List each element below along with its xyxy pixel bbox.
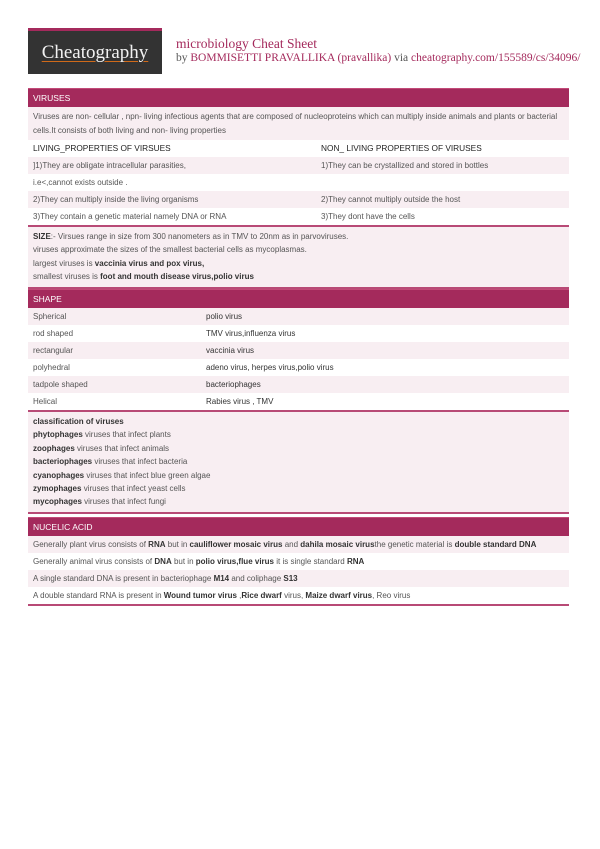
section-title: NUCELIC ACID [28,517,569,536]
living-cell: i.e<,cannot exists outside . [33,178,128,187]
example-cell: polio virus [206,312,243,321]
shape-cell: tadpole shaped [33,380,88,389]
table-row [28,536,569,553]
shape-cell: rectangular [33,346,74,355]
class-term: zymophages [33,484,82,494]
table-row [28,376,569,393]
classification-item [33,482,564,495]
viruses-intro: Viruses are non- cellular , npn- living infectious agents that are composed of nucleoproteins which can multiply inside animals and plants or bacterial cells.It consists of both living and non- living properties [28,107,569,140]
class-desc: viruses that infect fungi [81,497,166,507]
living-cell: 3)They contain a genetic material namely DNA or RNA [33,212,227,221]
table-row [28,308,569,325]
class-desc: viruses that infect yeast cells [81,484,186,494]
size-line-2: viruses approximate the sizes of the smallest bacterial cells as mycoplasmas. [33,245,307,255]
byline-via: via [391,52,411,64]
nucleic-text: Generally plant virus consists of RNA but in cauliflower mosaic virus and dahila mosaic virusthe genetic material is double standard DNA [33,540,537,549]
classification-title-text: classification of viruses [33,417,124,426]
sheet-title: microbiology Cheat Sheet [176,36,317,51]
class-term: bacteriophages [33,457,93,467]
smallest-value: foot and mouth disease virus,polio virus [100,272,254,282]
class-desc: viruses that infect animals [74,443,170,453]
table-row [28,157,569,174]
class-term: zoophages [33,443,75,453]
table-row [28,325,569,342]
nonliving-header: NON_ LIVING PROPERTIES OF VIRUSES [321,143,482,153]
nonliving-cell: 1)They can be crystallized and stored in bottles [321,161,489,170]
shape-cell: polyhedral [33,363,70,372]
class-desc: viruses that infect plants [82,430,171,440]
nucleic-text: A single standard DNA is present in bacteriophage M14 and coliphage S13 [33,574,298,583]
example-cell: bacteriophages [206,380,261,389]
section-bottom-rule [28,604,569,606]
size-label: SIZE [33,232,51,241]
size-block [28,225,569,289]
section-shape [28,289,569,514]
living-cell: ]1)They are obligate intracellular parasities, [33,161,186,170]
nucleic-text: A double standard RNA is present in Wound tumor virus ,Rice dwarf virus, Maize dwarf virus, Reo virus [33,591,411,600]
example-cell: TMV virus,influenza virus [206,329,296,338]
size-line [33,230,564,243]
largest-value: vaccinia virus and pox virus, [94,258,205,268]
nucleic-text: Generally animal virus consists of DNA but in polio virus,flue virus it is single standard RNA [33,557,365,566]
classification-item [33,428,564,441]
example-cell: Rabies virus , TMV [206,397,274,406]
table-row [28,553,569,570]
section-title: SHAPE [28,289,569,308]
class-term: mycophages [33,497,82,507]
nonliving-cell: 2)They cannot multiply outside the host [321,195,461,204]
section-nucleic-acid [28,517,569,606]
example-cell: vaccinia virus [206,346,255,355]
byline-prefix: by [176,52,191,64]
nonliving-cell [321,174,569,191]
classification-item [33,455,564,468]
section-viruses [28,88,569,289]
classification-title [33,415,564,428]
table-row [28,174,569,191]
table-row [28,342,569,359]
classification-item [33,495,564,508]
table-row [28,570,569,587]
cheatography-logo[interactable] [28,28,162,74]
class-desc: viruses that infect bacteria [92,457,188,467]
shape-cell: Spherical [33,312,67,321]
table-row [28,208,569,225]
classification-item [33,442,564,455]
nonliving-cell: 3)They dont have the cells [321,212,415,221]
largest-prefix: largest viruses is [33,258,95,268]
living-header: LIVING_PROPERTIES OF VIRSUES [33,143,171,153]
section-title: VIRUSES [28,88,569,107]
table-row [28,393,569,410]
author-link[interactable]: BOMMISETTI PRAVALLIKA (pravallika) [190,52,392,64]
class-term: phytophages [33,430,83,440]
sheet-url-link[interactable]: cheatography.com/155589/cs/34096/ [411,52,581,64]
smallest-line [33,270,564,283]
table-row [28,587,569,604]
classification-item [33,469,564,482]
smallest-prefix: smallest viruses is [33,272,101,282]
classification-block [28,410,569,514]
living-cell: 2)They can multiply inside the living organisms [33,195,199,204]
table-row [28,191,569,208]
logo-text: Cheatography [41,41,149,63]
example-cell: adeno virus, herpes virus,polio virus [206,363,334,372]
class-term: cyanophages [33,470,85,480]
shape-cell: Helical [33,397,58,406]
largest-line [33,257,564,270]
class-desc: viruses that infect blue green algae [84,470,211,480]
size-text: :- Virsues range in size from 300 nanometers as in TMV to 20nm as in parvoviruses. [50,232,349,241]
byline [176,52,600,64]
properties-header-row [28,140,569,157]
table-row [28,359,569,376]
shape-cell: rod shaped [33,329,74,338]
